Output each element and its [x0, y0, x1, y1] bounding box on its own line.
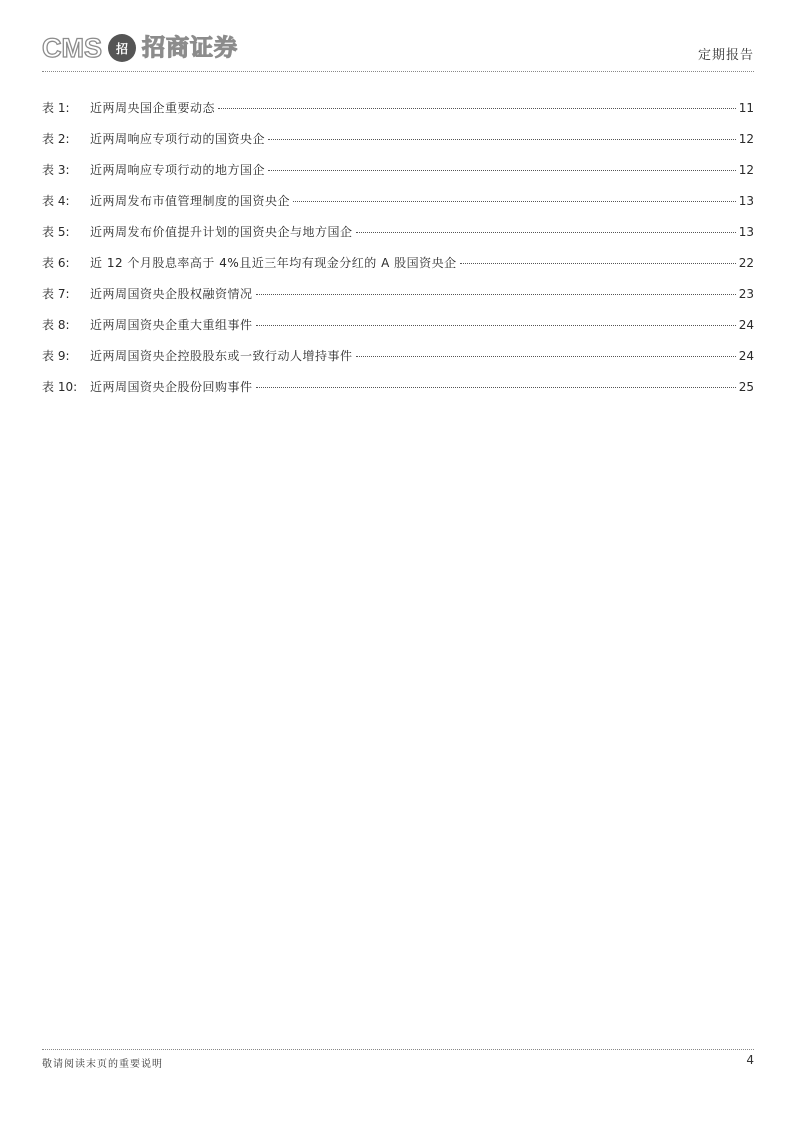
toc-entry-page: 23: [738, 287, 754, 301]
toc-entry-title: 近两周国资央企股权融资情况: [90, 287, 253, 301]
toc-entry-label: 表 4:: [42, 194, 70, 208]
toc-entry-title: 近两周发布市值管理制度的国资央企: [90, 194, 291, 208]
toc-entry-page: 22: [738, 256, 754, 270]
toc-dot-leader: [256, 387, 736, 388]
toc-entry-page: 24: [738, 349, 754, 363]
toc-entry-label: 表 9:: [42, 349, 70, 363]
toc-entry-title: 近两周国资央企控股股东或一致行动人增持事件: [90, 349, 353, 363]
footer-divider: [42, 1049, 754, 1050]
toc-dot-leader: [268, 139, 736, 140]
toc-entry-label: 表 1:: [42, 101, 70, 115]
toc-entry-label: 表 7:: [42, 287, 70, 301]
table-of-contents: [42, 99, 754, 409]
toc-entry-title: 近两周响应专项行动的国资央企: [90, 132, 266, 146]
toc-entry[interactable]: [42, 378, 754, 409]
toc-entry-label: 表 5:: [42, 225, 70, 239]
page-number: 4: [746, 1053, 754, 1067]
logo-latin-text: CMS: [42, 33, 102, 63]
page-header: [42, 28, 754, 72]
toc-entry-page: 25: [738, 380, 754, 394]
toc-entry[interactable]: [42, 223, 754, 254]
toc-dot-leader: [356, 232, 736, 233]
toc-dot-leader: [293, 201, 736, 202]
toc-dot-leader: [218, 108, 736, 109]
toc-entry-page: 12: [738, 132, 754, 146]
toc-entry[interactable]: [42, 130, 754, 161]
toc-entry[interactable]: [42, 161, 754, 192]
toc-entry-label: 表 8:: [42, 318, 70, 332]
toc-entry-label: 表 2:: [42, 132, 70, 146]
company-logo: [42, 32, 238, 64]
toc-dot-leader: [356, 356, 736, 357]
toc-entry-label: 表 10:: [42, 380, 78, 394]
toc-entry-title: 近两周发布价值提升计划的国资央企与地方国企: [90, 225, 353, 239]
toc-entry[interactable]: [42, 192, 754, 223]
toc-entry-title: 近 12 个月股息率高于 4%且近三年均有现金分红的 A 股国资央企: [90, 256, 457, 270]
toc-entry-page: 12: [738, 163, 754, 177]
toc-entry[interactable]: [42, 285, 754, 316]
toc-dot-leader: [256, 294, 736, 295]
toc-dot-leader: [460, 263, 736, 264]
toc-entry[interactable]: [42, 347, 754, 378]
toc-entry-page: 11: [738, 101, 754, 115]
toc-dot-leader: [268, 170, 736, 171]
toc-dot-leader: [256, 325, 736, 326]
footer-disclaimer-note: 敬请阅读末页的重要说明: [42, 1059, 163, 1070]
toc-entry-title: 近两周响应专项行动的地方国企: [90, 163, 266, 177]
logo-chinese-text: 招商证券: [142, 35, 238, 61]
toc-entry[interactable]: [42, 316, 754, 347]
toc-entry-page: 13: [738, 194, 754, 208]
toc-entry[interactable]: [42, 254, 754, 285]
toc-entry-title: 近两周国资央企股份回购事件: [90, 380, 253, 394]
toc-entry[interactable]: [42, 99, 754, 130]
toc-entry-label: 表 3:: [42, 163, 70, 177]
toc-entry-title: 近两周央国企重要动态: [90, 101, 216, 115]
logo-badge-icon: 招: [108, 34, 136, 62]
header-divider: [42, 71, 754, 72]
toc-entry-title: 近两周国资央企重大重组事件: [90, 318, 253, 332]
toc-entry-label: 表 6:: [42, 256, 70, 270]
toc-entry-page: 24: [738, 318, 754, 332]
toc-entry-page: 13: [738, 225, 754, 239]
report-type: 定期报告: [697, 48, 754, 63]
